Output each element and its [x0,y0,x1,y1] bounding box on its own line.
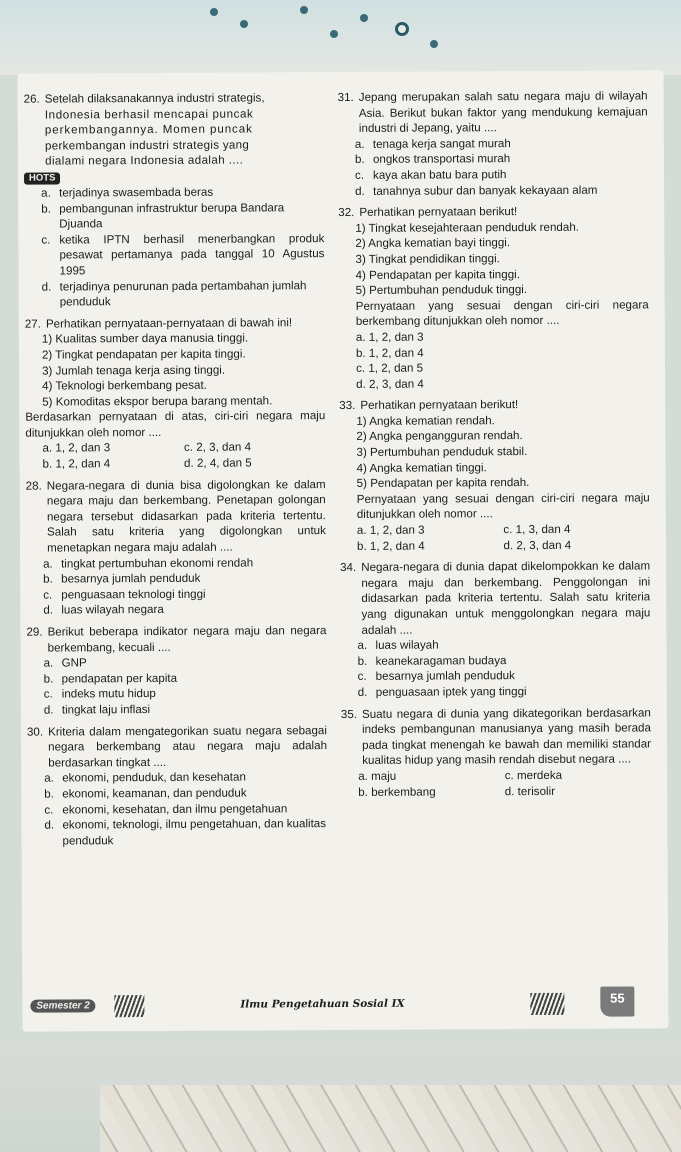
statement-list: 1) Tingkat kesejahteraan penduduk rendah. 2) Angka kematian bayi tinggi. 3) Tingkat pendidikan tinggi. 4) Pendapatan per kapita tinggi. 5) Pertumbuhan penduduk tinggi. [355,220,580,298]
question-32 [338,204,649,393]
option-d[interactable]: d. 2, 3, dan 4 [356,377,424,391]
option-a[interactable]: a. 1, 2, dan 3 [355,330,424,344]
option-c[interactable]: c. merdeka [504,768,563,783]
question-number: 29. [26,625,43,639]
option-c[interactable]: c. ekonomi, kesehatan, dan ilmu pengetahuan [44,801,288,817]
question-text: Setelah dilaksanakannya industri strategis, Indonesia berhasil mencapai puncak perkembangannya. Momen puncak perkembangan industri strategis yang dialami negara Indonesia adalah .... [44,91,265,168]
question-number: 31. [337,90,354,105]
question-number: 30. [26,725,44,739]
decorative-pattern-band [100,1085,681,1152]
question-text: Berikut beberapa indikator negara maju dan negara berkembang, kecuali .... [47,624,327,655]
option-a[interactable]: a. luas wilayah [357,638,439,653]
option-b[interactable]: b. ekonomi, keamanan, dan penduduk [44,786,247,801]
option-d[interactable]: d. luas wilayah negara [43,603,164,617]
option-b[interactable]: b. keanekaragaman budaya [357,653,507,668]
option-d[interactable]: d. ekonomi, teknologi, ilmu pengetahuan, dan kualitas penduduk [44,817,327,848]
question-text: Berdasarkan pernyataan di atas, ciri-ciri negara maju ditunjukkan oleh nomor .... [25,409,326,440]
option-a[interactable]: a. 1, 2, dan 3 [42,441,111,456]
decorative-stripes-icon [114,995,144,1017]
option-d[interactable]: d. 2, 3, dan 4 [503,538,572,552]
hots-badge: HOTS [24,172,60,184]
question-number: 26. [23,92,40,106]
option-b[interactable]: b. berkembang [358,785,436,799]
question-29 [26,623,326,718]
question-35 [341,705,651,800]
question-text: Pernyataan yang sesuai dengan ciri-ciri negara maju ditunjukkan oleh nomor .... [356,491,650,522]
option-c[interactable]: c. 1, 3, dan 4 [503,522,571,537]
options-grid [341,767,651,800]
option-d[interactable]: d. tingkat laju inflasi [43,702,151,717]
option-d[interactable]: d. tanahnya subur dan banyak kekayaan alam [355,183,598,198]
option-c[interactable]: c. penguasaan teknologi tinggi [43,587,206,602]
question-intro: Perhatikan pernyataan berikut! [360,398,519,413]
option-a[interactable]: a. tenaga kerja sangat murah [354,136,511,151]
options-grid [25,440,325,473]
option-b[interactable]: b. 1, 2, dan 4 [42,457,111,471]
option-a[interactable]: a. tingkat pertumbuhan ekonomi rendah [43,556,254,571]
page-footer [22,988,668,1019]
option-b[interactable]: b. 1, 2, dan 4 [356,539,425,553]
question-text: Kriteria dalam mengategorikan suatu negara sebagai negara berkembang atau negara maju adalah berdasarkan tingkat .... [48,723,328,770]
question-number: 28. [25,479,42,493]
page-number: 55 [600,986,634,1016]
question-31 [338,88,649,199]
subject-title: Ilmu Pengetahuan Sosial IX [240,997,405,1011]
option-c[interactable]: c. 1, 2, dan 5 [356,361,424,376]
option-a[interactable]: a. terjadinya swasembada beras [41,185,214,200]
question-intro: Perhatikan pernyataan berikut! [359,205,518,220]
option-c[interactable]: c. kaya akan batu bara putih [354,168,507,182]
question-intro: Perhatikan pernyataan-pernyataan di bawah ini! [45,315,293,331]
textbook-page [17,70,668,1031]
decorative-stripes-icon [530,993,564,1015]
question-number: 27. [24,317,41,331]
option-a[interactable]: a. 1, 2, dan 3 [356,523,425,537]
question-28 [26,477,327,619]
left-column [24,90,328,852]
option-b[interactable]: b. pendapatan per kapita [43,671,178,686]
question-34 [340,559,651,701]
option-b[interactable]: b. 1, 2, dan 4 [355,346,424,360]
question-number: 33. [339,399,356,413]
option-a[interactable]: a. ekonomi, penduduk, dan kesehatan [44,770,246,785]
question-26 [24,90,325,310]
options-grid [340,521,650,554]
semester-label: Semester 2 [30,999,95,1012]
option-b[interactable]: b. besarnya jumlah penduduk [43,571,201,586]
options-list [339,328,649,392]
question-number: 35. [340,707,358,721]
option-d[interactable]: d. 2, 4, dan 5 [184,456,252,470]
option-a[interactable]: a. maju [358,769,397,783]
question-number: 32. [338,206,355,220]
question-27 [25,315,326,473]
option-a[interactable]: a. GNP [43,656,87,670]
option-b[interactable]: b. pembangunan infrastruktur berupa Bandara Djuanda [41,200,285,231]
statement-list: 1) Angka kematian rendah. 2) Angka pengangguran rendah. 3) Pertumbuhan penduduk stabil. 4) Angka kematian tinggi. 5) Pendapatan per kapita rendah. [356,414,530,491]
question-number: 34. [340,561,357,575]
question-30 [27,723,328,849]
question-33 [339,397,650,555]
question-text: Negara-negara di dunia dapat dikelompokkan ke dalam negara maju dan berkembang. Penggolongan ini didasarkan pada kriteria tertentu. Salah satu kriteria yang digunakan untuk menggolongkan negara maju adalah .... [361,559,651,637]
right-column [338,88,652,803]
option-d[interactable]: d. terisolir [504,784,556,798]
option-c[interactable]: c. indeks mutu hidup [43,687,156,701]
question-text: Suatu negara di dunia yang dikategorikan berdasarkan indeks pembangunan manusianya yang masih berada pada tingkat menengah ke bawah dan memiliki standar kualitas hidup yang masih rendah disebut negara .... [361,705,652,768]
option-b[interactable]: b. ongkos transportasi murah [354,152,511,167]
option-c[interactable]: c. 2, 3, dan 4 [183,440,252,455]
question-text: Negara-negara di dunia bisa digolongkan ke dalam negara maju dan berkembang. Penetapan golongan negara tersebut didasarkan pada kriteria tertentu. Salah satu kriteria yang digolongkan untuk menetapkan negara maju adalah .... [46,477,326,555]
option-d[interactable]: d. terjadinya penurunan pada pertambahan jumlah penduduk [41,278,307,309]
question-text: Pernyataan yang sesuai dengan ciri-ciri negara berkembang ditunjukkan oleh nomor .... [355,298,649,329]
background-top-decoration [0,0,681,75]
option-c[interactable]: c. ketika IPTN berhasil menerbangkan produk pesawat pertamanya pada tanggal 10 Agustus 1995 [41,231,325,278]
statement-list: 1) Kualitas sumber daya manusia tinggi. 2) Tingkat pendapatan per kapita tinggi. 3) Jumlah tenaga kerja asing tinggi. 4) Teknologi berkembang pesat. 5) Komoditas ekspor berupa barang mentah. [41,331,273,409]
option-d[interactable]: d. penguasaan iptek yang tinggi [357,685,527,699]
question-text: Jepang merupakan salah satu negara maju di wilayah Asia. Berikut bukan faktor yang mendukung kemajuan industri di Jepang, yaitu .... [358,89,648,136]
option-c[interactable]: c. besarnya jumlah penduduk [357,669,515,684]
